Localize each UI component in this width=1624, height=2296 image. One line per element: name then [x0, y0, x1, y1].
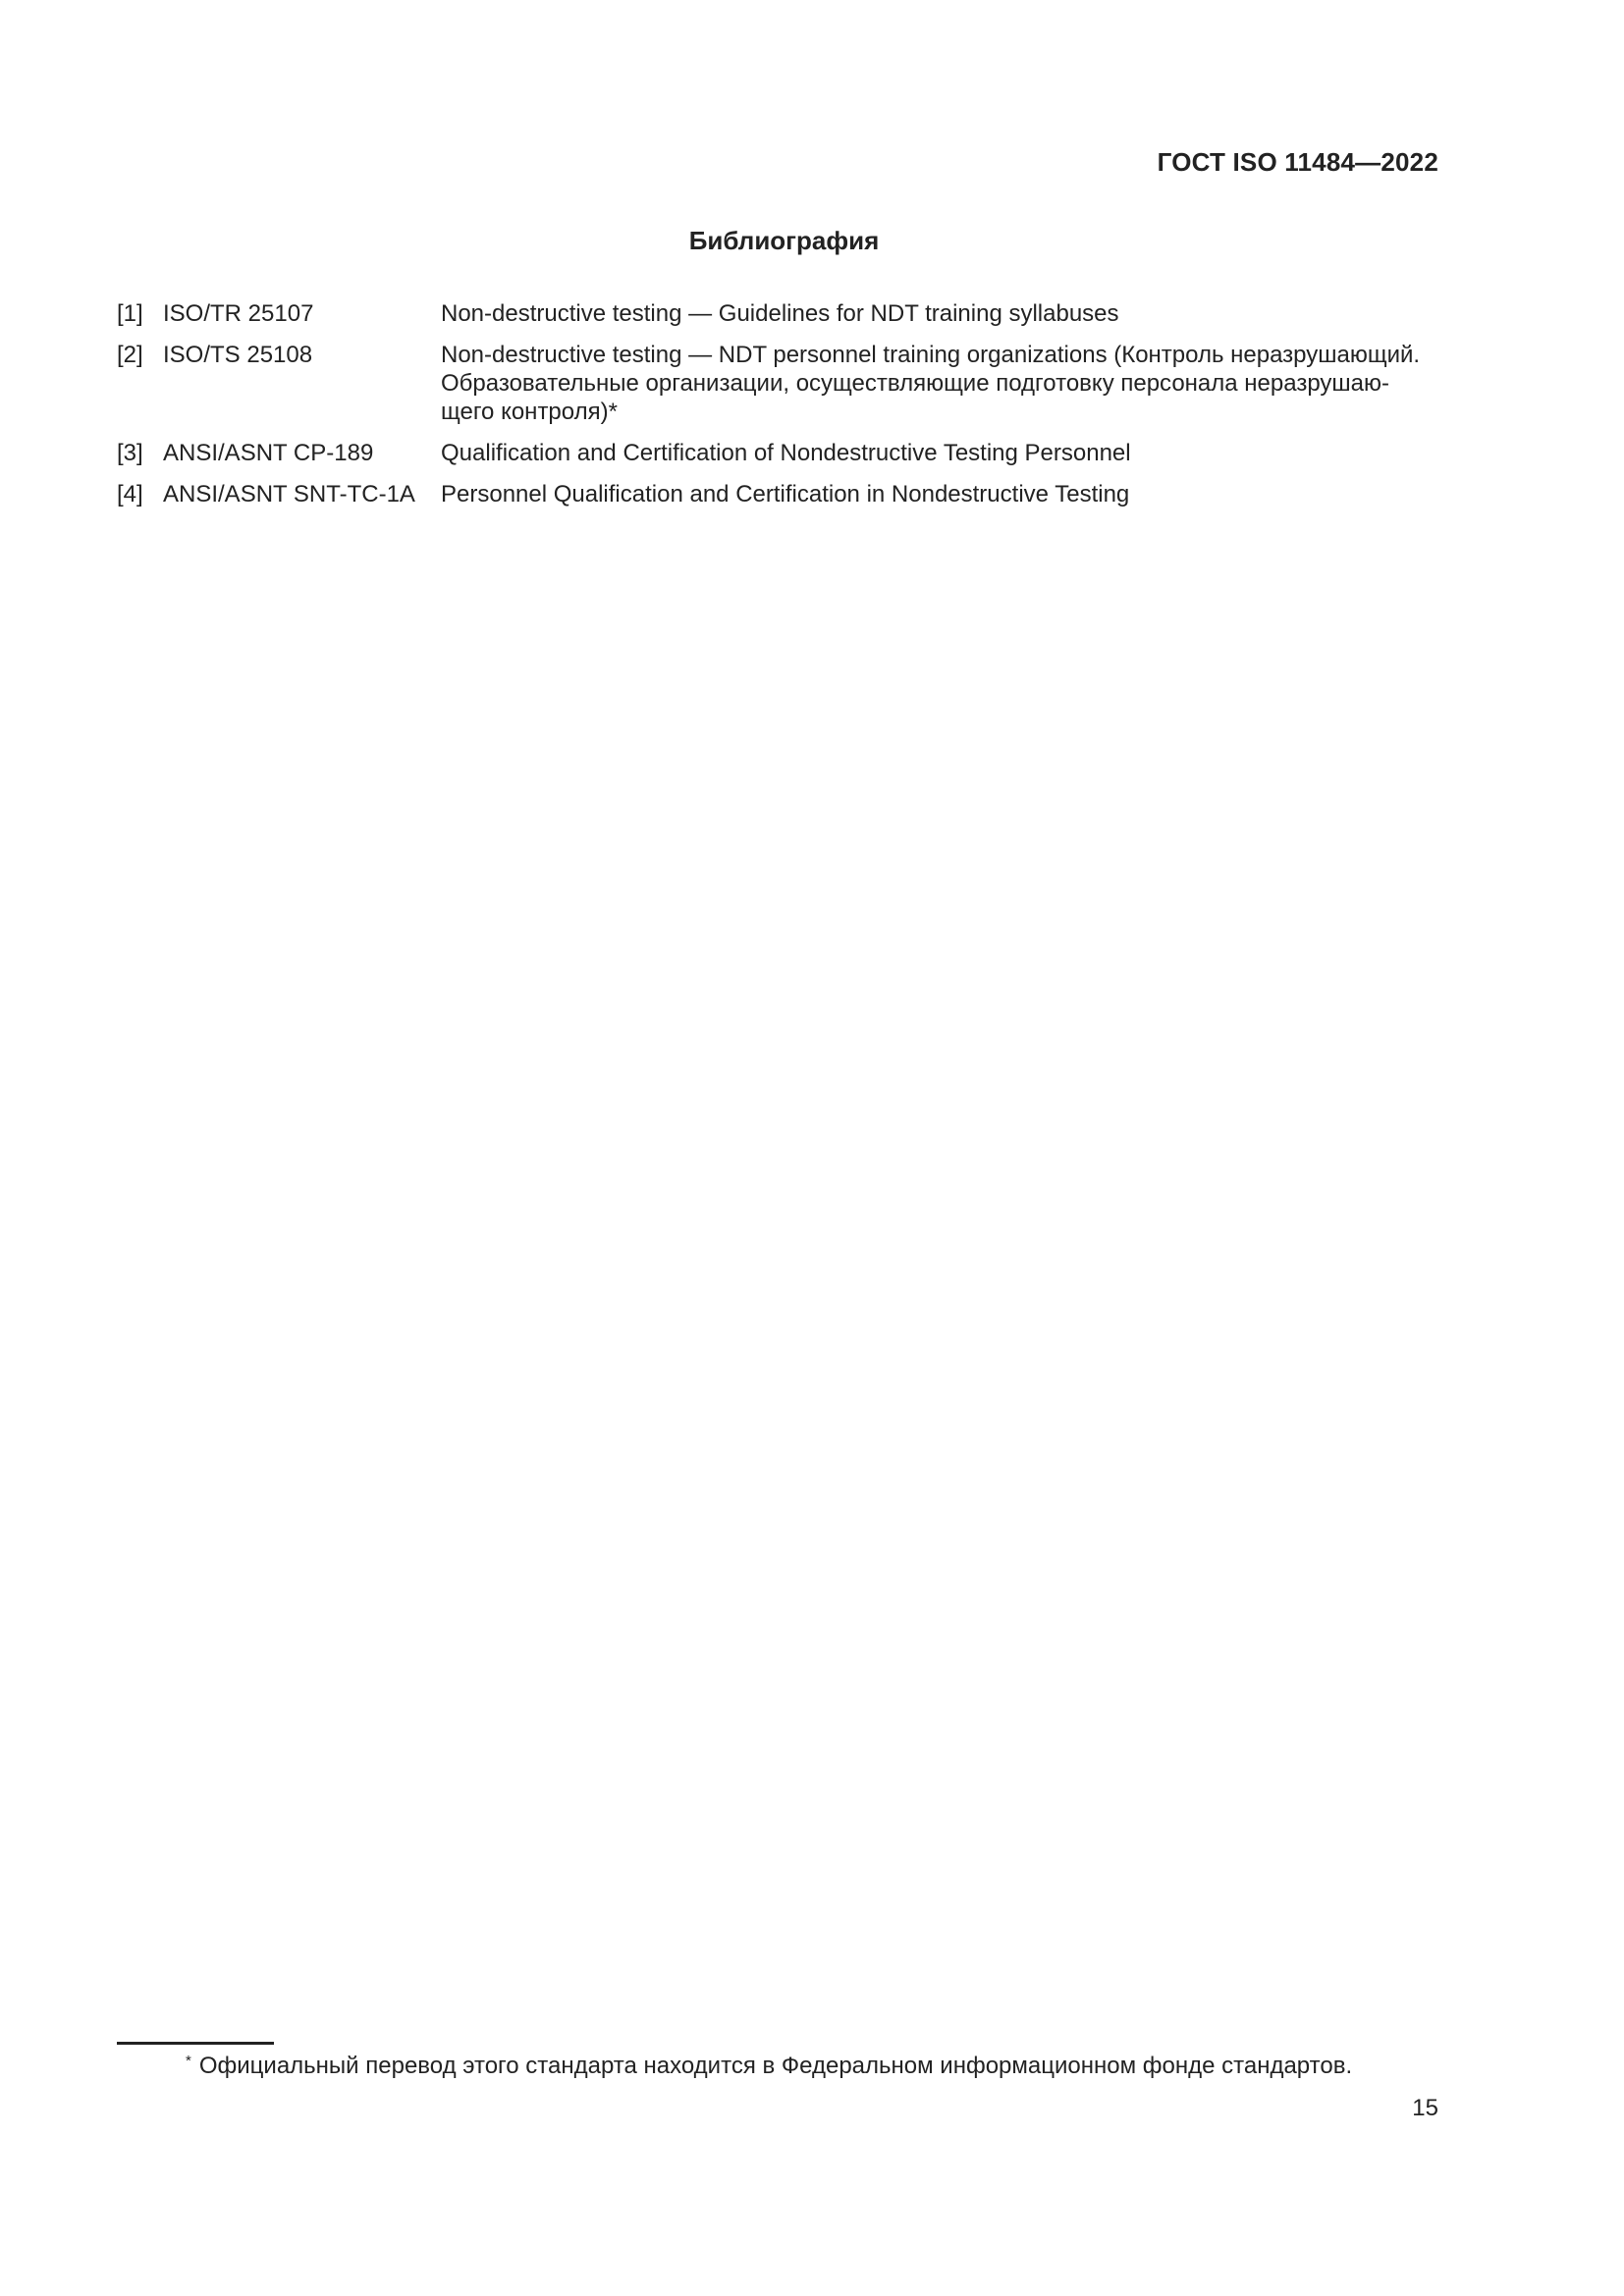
document-code-header: ГОСТ ISO 11484—2022 — [1157, 147, 1438, 177]
entry-title — [441, 439, 1438, 467]
page-number: 15 — [1412, 2095, 1438, 2121]
entry-title — [441, 480, 1438, 508]
entry-number: [2] — [117, 342, 143, 368]
entry-title — [441, 299, 1438, 328]
entry-title-line: Non-destructive testing — NDT personnel training organizations (Контроль неразрушающий. — [441, 342, 1421, 368]
footnote-marker: * — [186, 2053, 191, 2069]
section-title: Библиография — [688, 226, 880, 255]
entry-title-line: Образовательные организации, осуществляющие подготовку персонала неразрушаю- — [441, 370, 1389, 397]
entry-title-line: Personnel Qualification and Certification in Nondestructive Testing — [441, 481, 1130, 507]
entry-title — [441, 341, 1438, 426]
bibliography-entry — [117, 480, 1438, 508]
bibliography-entry — [117, 439, 1438, 467]
bibliography-entry — [117, 341, 1438, 426]
entry-title-line: щего контроля)* — [441, 399, 618, 425]
entry-code: ANSI/ASNT SNT-TC-1A — [163, 481, 415, 507]
entry-code: ANSI/ASNT CP-189 — [163, 440, 374, 466]
bibliography-entry — [117, 299, 1438, 328]
footnote-text: Официальный перевод этого стандарта находится в Федеральном информационном фонде стандартов. — [198, 2053, 1353, 2079]
entry-title-line: Qualification and Certification of Nondestructive Testing Personnel — [441, 440, 1131, 466]
footnote-divider — [117, 2042, 274, 2045]
bibliography-list — [117, 299, 1438, 521]
entry-number: [4] — [117, 481, 143, 507]
entry-code: ISO/TS 25108 — [163, 342, 313, 368]
entry-title-line: Non-destructive testing — Guidelines for NDT training syllabuses — [441, 300, 1119, 327]
entry-number: [3] — [117, 440, 143, 466]
entry-code: ISO/TR 25107 — [163, 300, 314, 327]
footnote — [186, 2052, 1352, 2084]
entry-number: [1] — [117, 300, 143, 327]
